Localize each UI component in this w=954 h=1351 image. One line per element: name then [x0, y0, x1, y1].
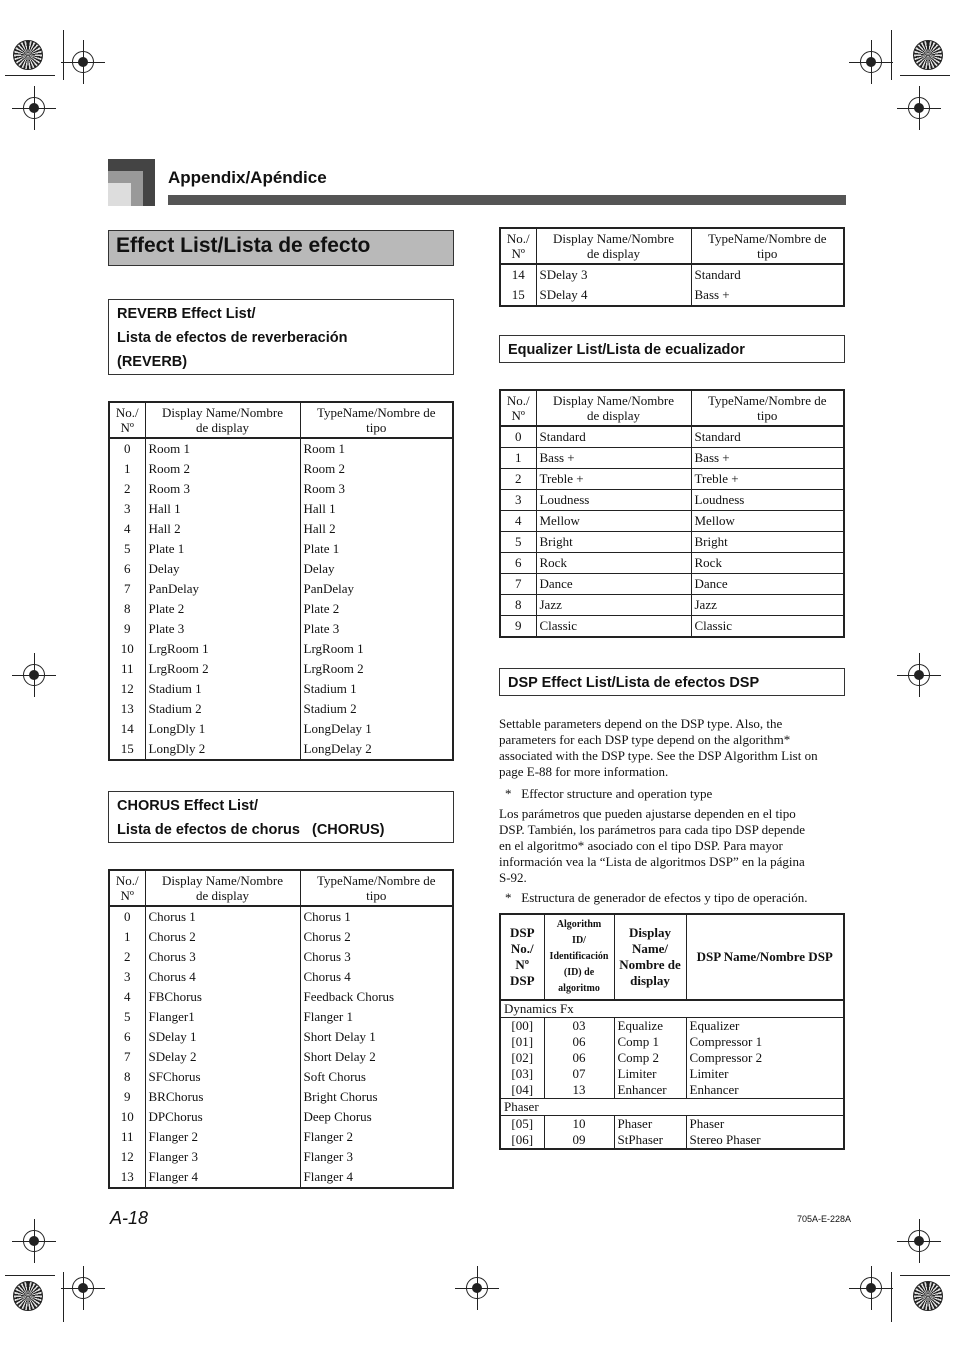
table-row — [109, 739, 453, 760]
col-header-no: No./ Nº — [109, 402, 145, 438]
table-row — [109, 1067, 453, 1087]
cell-type-name: Soft Chorus — [300, 1067, 453, 1087]
cell-display-name: LongDly 2 — [145, 739, 300, 760]
cell-number: 7 — [109, 1047, 145, 1067]
cell-dsp-number: [01] — [500, 1034, 544, 1050]
cell-number: 4 — [109, 987, 145, 1007]
cell-display-name: Rock — [536, 553, 691, 574]
cell-display-name: StPhaser — [614, 1132, 686, 1149]
cell-display-name: Plate 1 — [145, 539, 300, 559]
cell-type-name: Bright Chorus — [300, 1087, 453, 1107]
cell-display-name: Chorus 4 — [145, 967, 300, 987]
reverb-table — [108, 401, 454, 761]
cell-number: 2 — [500, 469, 536, 490]
chorus-heading: CHORUS Effect List/ Lista de efectos de chorus (CHORUS) — [108, 791, 454, 843]
col-header-dsp-name: DSP Name/Nombre DSP — [686, 914, 844, 1000]
cell-number: 5 — [109, 539, 145, 559]
cell-algorithm-id: 10 — [544, 1116, 614, 1133]
cell-display-name: SDelay 4 — [536, 285, 691, 306]
cell-type-name: Delay — [300, 559, 453, 579]
col-header-no: No./ Nº — [109, 870, 145, 906]
table-row — [109, 559, 453, 579]
table-row — [500, 1082, 844, 1099]
col-header-no: No./ Nº — [500, 228, 536, 264]
cell-type-name: Chorus 2 — [300, 927, 453, 947]
cell-algorithm-id: 07 — [544, 1066, 614, 1082]
cell-number: 1 — [109, 927, 145, 947]
col-header-no: No./ Nº — [500, 390, 536, 426]
page-number: A-18 — [110, 1208, 149, 1228]
cell-number: 0 — [109, 438, 145, 459]
cell-type-name: Hall 1 — [300, 499, 453, 519]
registration-mark-icon — [23, 1230, 45, 1252]
cell-type-name: Standard — [691, 426, 844, 448]
cell-number: 8 — [500, 595, 536, 616]
cell-display-name: Hall 2 — [145, 519, 300, 539]
col-header-display: Display Name/Nombre de display — [536, 228, 691, 264]
cell-display-name: Plate 2 — [145, 599, 300, 619]
cell-dsp-name: Limiter — [686, 1066, 844, 1082]
cell-display-name: SDelay 3 — [536, 264, 691, 285]
cell-type-name: Plate 2 — [300, 599, 453, 619]
cell-algorithm-id: 03 — [544, 1018, 614, 1035]
table-row — [500, 574, 844, 595]
cell-number: 6 — [109, 1027, 145, 1047]
group-label: Dynamics Fx — [500, 1000, 844, 1018]
equalizer-heading: Equalizer List/Lista de ecualizador — [499, 335, 845, 363]
cell-display-name: SFChorus — [145, 1067, 300, 1087]
table-row — [500, 426, 844, 448]
cell-dsp-number: [00] — [500, 1018, 544, 1035]
table-row — [500, 511, 844, 532]
cell-dsp-number: [03] — [500, 1066, 544, 1082]
cell-number: 9 — [500, 616, 536, 638]
cell-display-name: Plate 3 — [145, 619, 300, 639]
table-row — [109, 1007, 453, 1027]
cell-display-name: Flanger 4 — [145, 1167, 300, 1188]
cell-number: 15 — [500, 285, 536, 306]
table-row — [109, 579, 453, 599]
cell-display-name: Chorus 2 — [145, 927, 300, 947]
cell-display-name: PanDelay — [145, 579, 300, 599]
table-row — [109, 1107, 453, 1127]
dsp-table — [499, 913, 845, 1150]
cell-algorithm-id: 06 — [544, 1050, 614, 1066]
cell-dsp-name: Phaser — [686, 1116, 844, 1133]
cell-number: 1 — [109, 459, 145, 479]
color-wheel-icon — [13, 1281, 43, 1311]
cell-display-name: Limiter — [614, 1066, 686, 1082]
cell-type-name: Flanger 2 — [300, 1127, 453, 1147]
cell-type-name: Loudness — [691, 490, 844, 511]
cell-number: 2 — [109, 479, 145, 499]
col-header-type: TypeName/Nombre de tipo — [691, 390, 844, 426]
cell-number: 7 — [109, 579, 145, 599]
cell-type-name: Classic — [691, 616, 844, 638]
table-row — [109, 1167, 453, 1188]
cell-type-name: Bass + — [691, 448, 844, 469]
cell-type-name: Chorus 3 — [300, 947, 453, 967]
registration-mark-icon — [860, 51, 882, 73]
cell-number: 6 — [500, 553, 536, 574]
cell-type-name: Short Delay 1 — [300, 1027, 453, 1047]
cell-number: 7 — [500, 574, 536, 595]
cell-display-name: Hall 1 — [145, 499, 300, 519]
table-row — [500, 469, 844, 490]
table-row — [109, 987, 453, 1007]
table-row — [109, 619, 453, 639]
table-row — [109, 599, 453, 619]
registration-mark-icon — [908, 97, 930, 119]
cell-type-name: Deep Chorus — [300, 1107, 453, 1127]
cell-algorithm-id: 13 — [544, 1082, 614, 1099]
cell-display-name: Stadium 2 — [145, 699, 300, 719]
cell-display-name: Equalize — [614, 1018, 686, 1035]
cell-display-name: Mellow — [536, 511, 691, 532]
cell-dsp-number: [02] — [500, 1050, 544, 1066]
table-row — [109, 1027, 453, 1047]
cell-display-name: LrgRoom 2 — [145, 659, 300, 679]
registration-mark-icon — [908, 1230, 930, 1252]
cell-type-name: Short Delay 2 — [300, 1047, 453, 1067]
registration-mark-icon — [23, 664, 45, 686]
cell-display-name: Chorus 1 — [145, 906, 300, 927]
cell-type-name: Jazz — [691, 595, 844, 616]
table-row — [500, 1116, 844, 1133]
cell-display-name: Loudness — [536, 490, 691, 511]
cell-number: 14 — [500, 264, 536, 285]
color-wheel-icon — [913, 1281, 943, 1311]
cell-display-name: Bright — [536, 532, 691, 553]
cell-type-name: Plate 3 — [300, 619, 453, 639]
cell-display-name: Room 1 — [145, 438, 300, 459]
col-header-display: Display Name/Nombre de display — [536, 390, 691, 426]
cell-display-name: Phaser — [614, 1116, 686, 1133]
equalizer-table — [499, 389, 845, 638]
table-row — [109, 1147, 453, 1167]
cell-type-name: Flanger 3 — [300, 1147, 453, 1167]
cell-display-name: Room 3 — [145, 479, 300, 499]
group-label: Phaser — [500, 1099, 844, 1116]
cell-display-name: Flanger 2 — [145, 1127, 300, 1147]
cell-dsp-name: Equalizer — [686, 1018, 844, 1035]
cell-type-name: Room 3 — [300, 479, 453, 499]
table-row — [109, 906, 453, 927]
registration-mark-icon — [23, 97, 45, 119]
table-row — [500, 595, 844, 616]
table-row — [109, 639, 453, 659]
cell-type-name: Flanger 4 — [300, 1167, 453, 1188]
registration-mark-icon — [908, 664, 930, 686]
cell-number: 14 — [109, 719, 145, 739]
cell-display-name: Comp 1 — [614, 1034, 686, 1050]
cell-number: 9 — [109, 1087, 145, 1107]
table-row — [500, 1066, 844, 1082]
cell-type-name: PanDelay — [300, 579, 453, 599]
cell-display-name: LongDly 1 — [145, 719, 300, 739]
cell-dsp-name: Compressor 1 — [686, 1034, 844, 1050]
col-header-type: TypeName/Nombre de tipo — [691, 228, 844, 264]
header-ornament — [108, 159, 155, 206]
cell-display-name: Jazz — [536, 595, 691, 616]
table-row — [109, 479, 453, 499]
cell-number: 0 — [500, 426, 536, 448]
table-row — [109, 499, 453, 519]
cell-type-name: Treble + — [691, 469, 844, 490]
cell-dsp-name: Compressor 2 — [686, 1050, 844, 1066]
table-row — [109, 1087, 453, 1107]
table-row — [109, 947, 453, 967]
cell-type-name: LongDelay 1 — [300, 719, 453, 739]
cell-type-name: Dance — [691, 574, 844, 595]
cell-type-name: Stadium 1 — [300, 679, 453, 699]
cell-number: 13 — [109, 1167, 145, 1188]
cell-dsp-name: Enhancer — [686, 1082, 844, 1099]
cell-number: 3 — [109, 967, 145, 987]
chorus-continued-table — [499, 227, 845, 307]
cell-type-name: Chorus 4 — [300, 967, 453, 987]
col-header-display: Display Name/ Nombre de display — [614, 914, 686, 1000]
table-row — [109, 539, 453, 559]
color-wheel-icon — [13, 40, 43, 70]
dsp-heading: DSP Effect List/Lista de efectos DSP — [499, 668, 845, 696]
cell-number: 5 — [109, 1007, 145, 1027]
dsp-description-es: Los parámetros que pueden ajustarse dependen en el tipo DSP. También, los parámetros para cada tipo DSP depende en el algoritmo* asociado con el tipo DSP. Para mayor información vea la “Lista de algoritmos DSP” en la página S-92. — [499, 806, 805, 885]
cell-dsp-number: [04] — [500, 1082, 544, 1099]
cell-dsp-name: Stereo Phaser — [686, 1132, 844, 1149]
cell-number: 11 — [109, 659, 145, 679]
registration-mark-icon — [72, 51, 94, 73]
cell-type-name: Rock — [691, 553, 844, 574]
cell-number: 1 — [500, 448, 536, 469]
cell-display-name: SDelay 2 — [145, 1047, 300, 1067]
cell-number: 3 — [109, 499, 145, 519]
cell-type-name: Mellow — [691, 511, 844, 532]
reverb-heading: REVERB Effect List/ Lista de efectos de reverberación (REVERB) — [108, 299, 454, 375]
table-row — [500, 1132, 844, 1149]
cell-dsp-number: [06] — [500, 1132, 544, 1149]
cell-number: 12 — [109, 1147, 145, 1167]
cell-type-name: LrgRoom 1 — [300, 639, 453, 659]
cell-display-name: Chorus 3 — [145, 947, 300, 967]
dsp-footnote-en: * Effector structure and operation type — [505, 786, 713, 801]
cell-number: 12 — [109, 679, 145, 699]
cell-display-name: Treble + — [536, 469, 691, 490]
cell-type-name: Bright — [691, 532, 844, 553]
table-row — [500, 532, 844, 553]
table-row — [500, 553, 844, 574]
table-row — [109, 967, 453, 987]
cell-display-name: Stadium 1 — [145, 679, 300, 699]
cell-type-name: Room 2 — [300, 459, 453, 479]
cell-display-name: Enhancer — [614, 1082, 686, 1099]
table-row — [500, 490, 844, 511]
cell-number: 5 — [500, 532, 536, 553]
table-row — [500, 1018, 844, 1035]
cell-display-name: Room 2 — [145, 459, 300, 479]
table-row — [109, 679, 453, 699]
cell-display-name: Flanger 3 — [145, 1147, 300, 1167]
cell-type-name: LongDelay 2 — [300, 739, 453, 760]
registration-mark-icon — [466, 1277, 488, 1299]
table-row — [109, 719, 453, 739]
cell-number: 2 — [109, 947, 145, 967]
cell-type-name: Room 1 — [300, 438, 453, 459]
col-header-display: Display Name/Nombre de display — [145, 402, 300, 438]
cell-type-name: Plate 1 — [300, 539, 453, 559]
table-row — [109, 1047, 453, 1067]
table-row — [500, 448, 844, 469]
cell-type-name: Bass + — [691, 285, 844, 306]
table-row — [109, 927, 453, 947]
table-row — [109, 1127, 453, 1147]
registration-mark-icon — [72, 1277, 94, 1299]
cell-number: 11 — [109, 1127, 145, 1147]
table-row — [109, 699, 453, 719]
cell-display-name: Standard — [536, 426, 691, 448]
col-header-display: Display Name/Nombre de display — [145, 870, 300, 906]
cell-number: 4 — [109, 519, 145, 539]
cell-type-name: Standard — [691, 264, 844, 285]
cell-number: 6 — [109, 559, 145, 579]
cell-number: 8 — [109, 1067, 145, 1087]
appendix-title: Appendix/Apéndice — [168, 168, 327, 187]
dsp-description-en: Settable parameters depend on the DSP type. Also, the parameters for each DSP type depend on the algorithm* associated with the DSP type. See the DSP Algorithm List on page E-88 for more information. — [499, 716, 818, 779]
table-row — [500, 285, 844, 306]
dsp-footnote-es: * Estructura de generador de efectos y tipo de operación. — [505, 890, 808, 905]
cell-number: 4 — [500, 511, 536, 532]
cell-number: 10 — [109, 1107, 145, 1127]
cell-display-name: SDelay 1 — [145, 1027, 300, 1047]
cell-algorithm-id: 06 — [544, 1034, 614, 1050]
cell-display-name: Dance — [536, 574, 691, 595]
cell-type-name: Hall 2 — [300, 519, 453, 539]
page-title: Effect List/Lista de efecto — [108, 230, 454, 266]
group-row — [500, 1000, 844, 1018]
table-row — [109, 459, 453, 479]
cell-number: 8 — [109, 599, 145, 619]
color-wheel-icon — [913, 40, 943, 70]
col-header-dsp-no: DSP No./ Nº DSP — [500, 914, 544, 1000]
cell-number: 0 — [109, 906, 145, 927]
col-header-algorithm: Algorithm ID/ Identificación (ID) de algoritmo — [544, 914, 614, 1000]
cell-type-name: Feedback Chorus — [300, 987, 453, 1007]
cell-type-name: Flanger 1 — [300, 1007, 453, 1027]
table-row — [500, 1050, 844, 1066]
table-row — [500, 616, 844, 638]
cell-number: 15 — [109, 739, 145, 760]
cell-display-name: Flanger1 — [145, 1007, 300, 1027]
cell-type-name: Chorus 1 — [300, 906, 453, 927]
group-row — [500, 1099, 844, 1116]
cell-number: 9 — [109, 619, 145, 639]
table-row — [500, 1034, 844, 1050]
cell-type-name: Stadium 2 — [300, 699, 453, 719]
col-header-type: TypeName/Nombre de tipo — [300, 402, 453, 438]
cell-algorithm-id: 09 — [544, 1132, 614, 1149]
cell-display-name: Classic — [536, 616, 691, 638]
cell-display-name: Delay — [145, 559, 300, 579]
cell-display-name: Bass + — [536, 448, 691, 469]
cell-display-name: Comp 2 — [614, 1050, 686, 1066]
table-row — [109, 519, 453, 539]
cell-dsp-number: [05] — [500, 1116, 544, 1133]
cell-display-name: BRChorus — [145, 1087, 300, 1107]
doc-code: 705A-E-228A — [797, 1214, 852, 1224]
cell-type-name: LrgRoom 2 — [300, 659, 453, 679]
cell-display-name: FBChorus — [145, 987, 300, 1007]
cell-display-name: DPChorus — [145, 1107, 300, 1127]
cell-number: 3 — [500, 490, 536, 511]
cell-number: 10 — [109, 639, 145, 659]
table-row — [500, 264, 844, 285]
chorus-table — [108, 869, 454, 1189]
registration-mark-icon — [860, 1277, 882, 1299]
cell-number: 13 — [109, 699, 145, 719]
col-header-type: TypeName/Nombre de tipo — [300, 870, 453, 906]
table-row — [109, 659, 453, 679]
cell-display-name: LrgRoom 1 — [145, 639, 300, 659]
table-row — [109, 438, 453, 459]
header-rule — [168, 195, 846, 205]
